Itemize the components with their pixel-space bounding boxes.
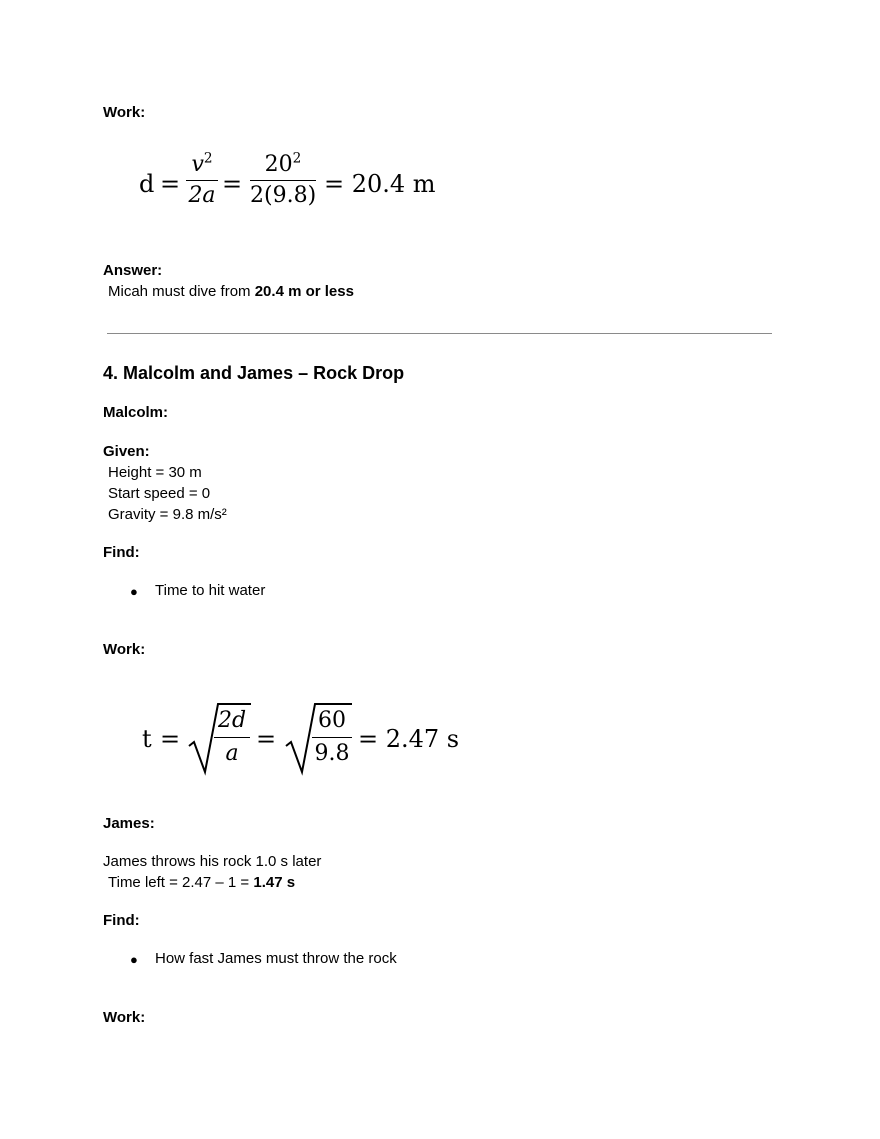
time-left-text [108, 874, 295, 891]
time-left-prefix: Time left = 2.47 – 1 = [108, 874, 254, 891]
work-label: Work: [103, 1009, 146, 1026]
bullet-icon: ● [130, 952, 138, 967]
james-text: James throws his rock 1.0 s later [103, 853, 322, 870]
malcolm-label: Malcolm: [103, 404, 169, 421]
equation-result: = 2.47 s [358, 725, 460, 753]
work-label: Work: [103, 104, 146, 121]
equation-lhs: d [139, 170, 155, 198]
fraction-numerator: 20 [264, 152, 293, 177]
fraction-numerator: 60 [318, 708, 346, 733]
given-item: Height = 30 m [108, 464, 202, 481]
equation-result: = 20.4 m [324, 170, 436, 198]
equals-sign: = [160, 725, 181, 753]
fraction-denominator: 2(9.8) [250, 183, 317, 208]
answer-text [108, 283, 354, 300]
time-left-value: 1.47 s [253, 874, 296, 891]
given-item: Start speed = 0 [108, 485, 211, 502]
answer-value: 20.4 m or less [254, 283, 354, 300]
given-label: Given: [103, 443, 150, 460]
find-item: Time to hit water [155, 582, 266, 599]
fraction-numerator: v [191, 152, 204, 177]
fraction-60-over-9.8 [312, 705, 352, 770]
fraction-2d-over-a [214, 705, 250, 770]
equals-sign: = [256, 725, 277, 753]
fraction-denominator: 2a [188, 183, 216, 208]
answer-label: Answer: [103, 262, 163, 279]
bullet-icon: ● [130, 584, 138, 599]
section-heading: 4. Malcolm and James – Rock Drop [103, 363, 405, 383]
exponent: 2 [203, 150, 213, 167]
answer-text-prefix: Micah must dive from [108, 283, 255, 300]
james-label: James: [103, 815, 155, 832]
fraction-denominator: 9.8 [314, 741, 350, 766]
equation-lhs: t [142, 725, 152, 753]
equals-sign: = [160, 170, 181, 198]
fraction-v2-over-2a [186, 150, 218, 211]
find-label: Find: [103, 544, 140, 561]
find-label: Find: [103, 912, 140, 929]
fraction-20sq-over-2x9.8 [250, 150, 316, 211]
find-item: How fast James must throw the rock [155, 950, 397, 967]
equals-sign: = [222, 170, 243, 198]
exponent: 2 [292, 150, 302, 167]
fraction-numerator: 2d [217, 708, 247, 733]
fraction-denominator: a [225, 741, 239, 766]
given-item: Gravity = 9.8 m/s² [108, 506, 227, 523]
work-label: Work: [103, 641, 146, 658]
section-divider [107, 333, 772, 334]
